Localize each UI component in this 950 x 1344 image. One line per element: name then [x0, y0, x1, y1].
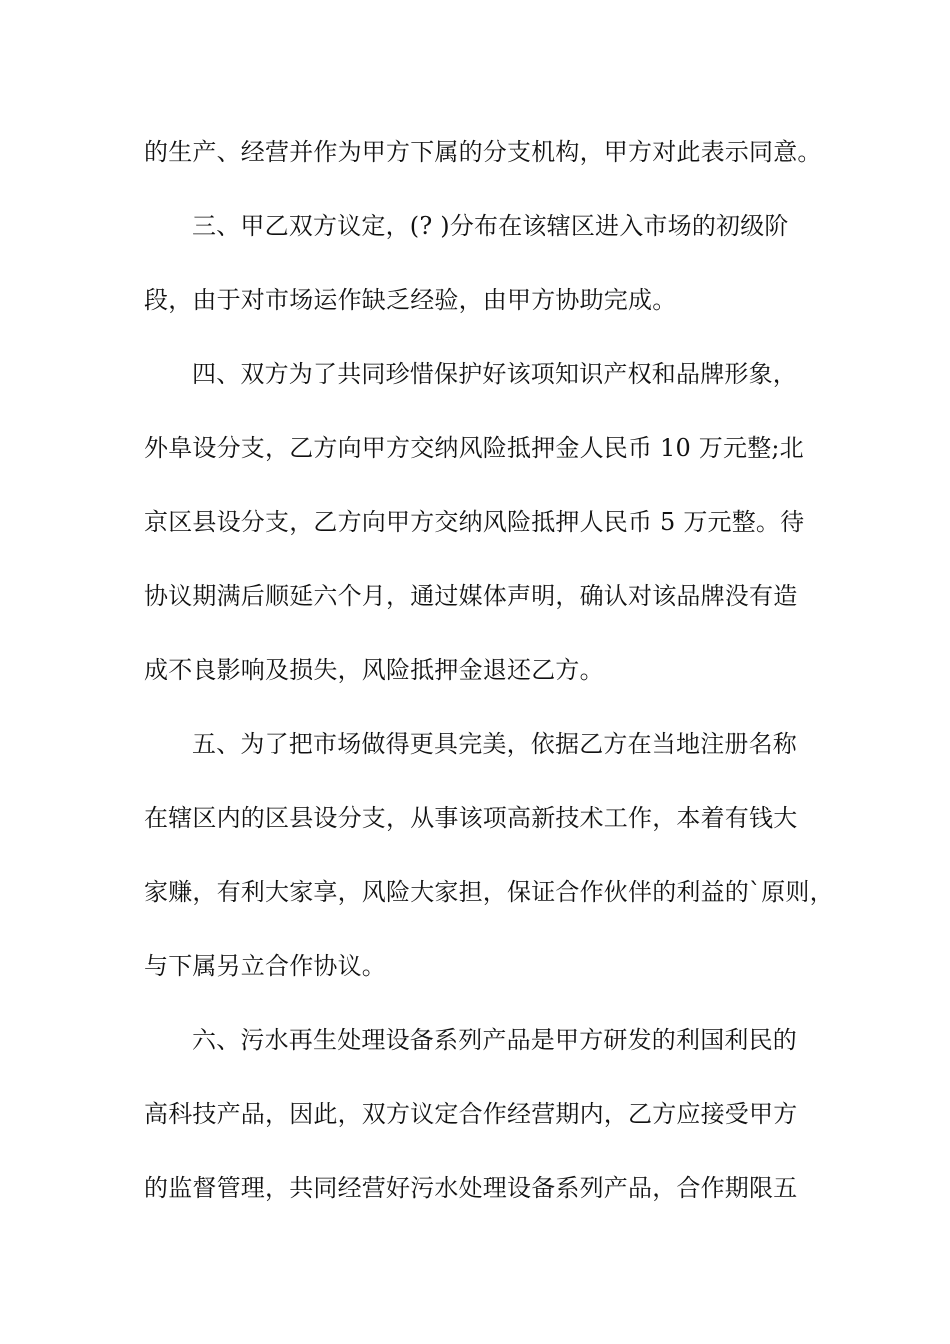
- text-line: 在辖区内的区县设分支，从事该项高新技术工作，本着有钱大: [144, 804, 798, 832]
- text-line: 段，由于对市场运作缺乏经验，由甲方协助完成。: [144, 286, 677, 314]
- text-line: 五、为了把市场做得更具完美，依据乙方在当地注册名称: [192, 730, 797, 758]
- text-line: 四、双方为了共同珍惜保护好该项知识产权和品牌形象，: [192, 360, 797, 388]
- text-line: 协议期满后顺延六个月，通过媒体声明，确认对该品牌没有造: [144, 582, 798, 610]
- text-line: 的生产、经营并作为甲方下属的分支机构，甲方对此表示同意。: [144, 138, 822, 166]
- text-line: 三、甲乙双方议定，(? )分布在该辖区进入市场的初级阶: [192, 212, 789, 240]
- text-line: 六、污水再生处理设备系列产品是甲方研发的利国利民的: [192, 1026, 797, 1054]
- text-line: 家赚，有利大家享，风险大家担，保证合作伙伴的利益的`原则，: [144, 878, 834, 906]
- text-line: 与下属另立合作协议。: [144, 952, 386, 980]
- text-line: 京区县设分支，乙方向甲方交纳风险抵押人民币 5 万元整。待: [144, 508, 805, 536]
- text-line: 高科技产品，因此，双方议定合作经营期内，乙方应接受甲方: [144, 1100, 798, 1128]
- text-line: 的监督管理，共同经营好污水处理设备系列产品，合作期限五: [144, 1174, 798, 1202]
- text-line: 外阜设分支，乙方向甲方交纳风险抵押金人民币 10 万元整;北: [144, 434, 804, 462]
- text-line: 成不良影响及损失，风险抵押金退还乙方。: [144, 656, 604, 684]
